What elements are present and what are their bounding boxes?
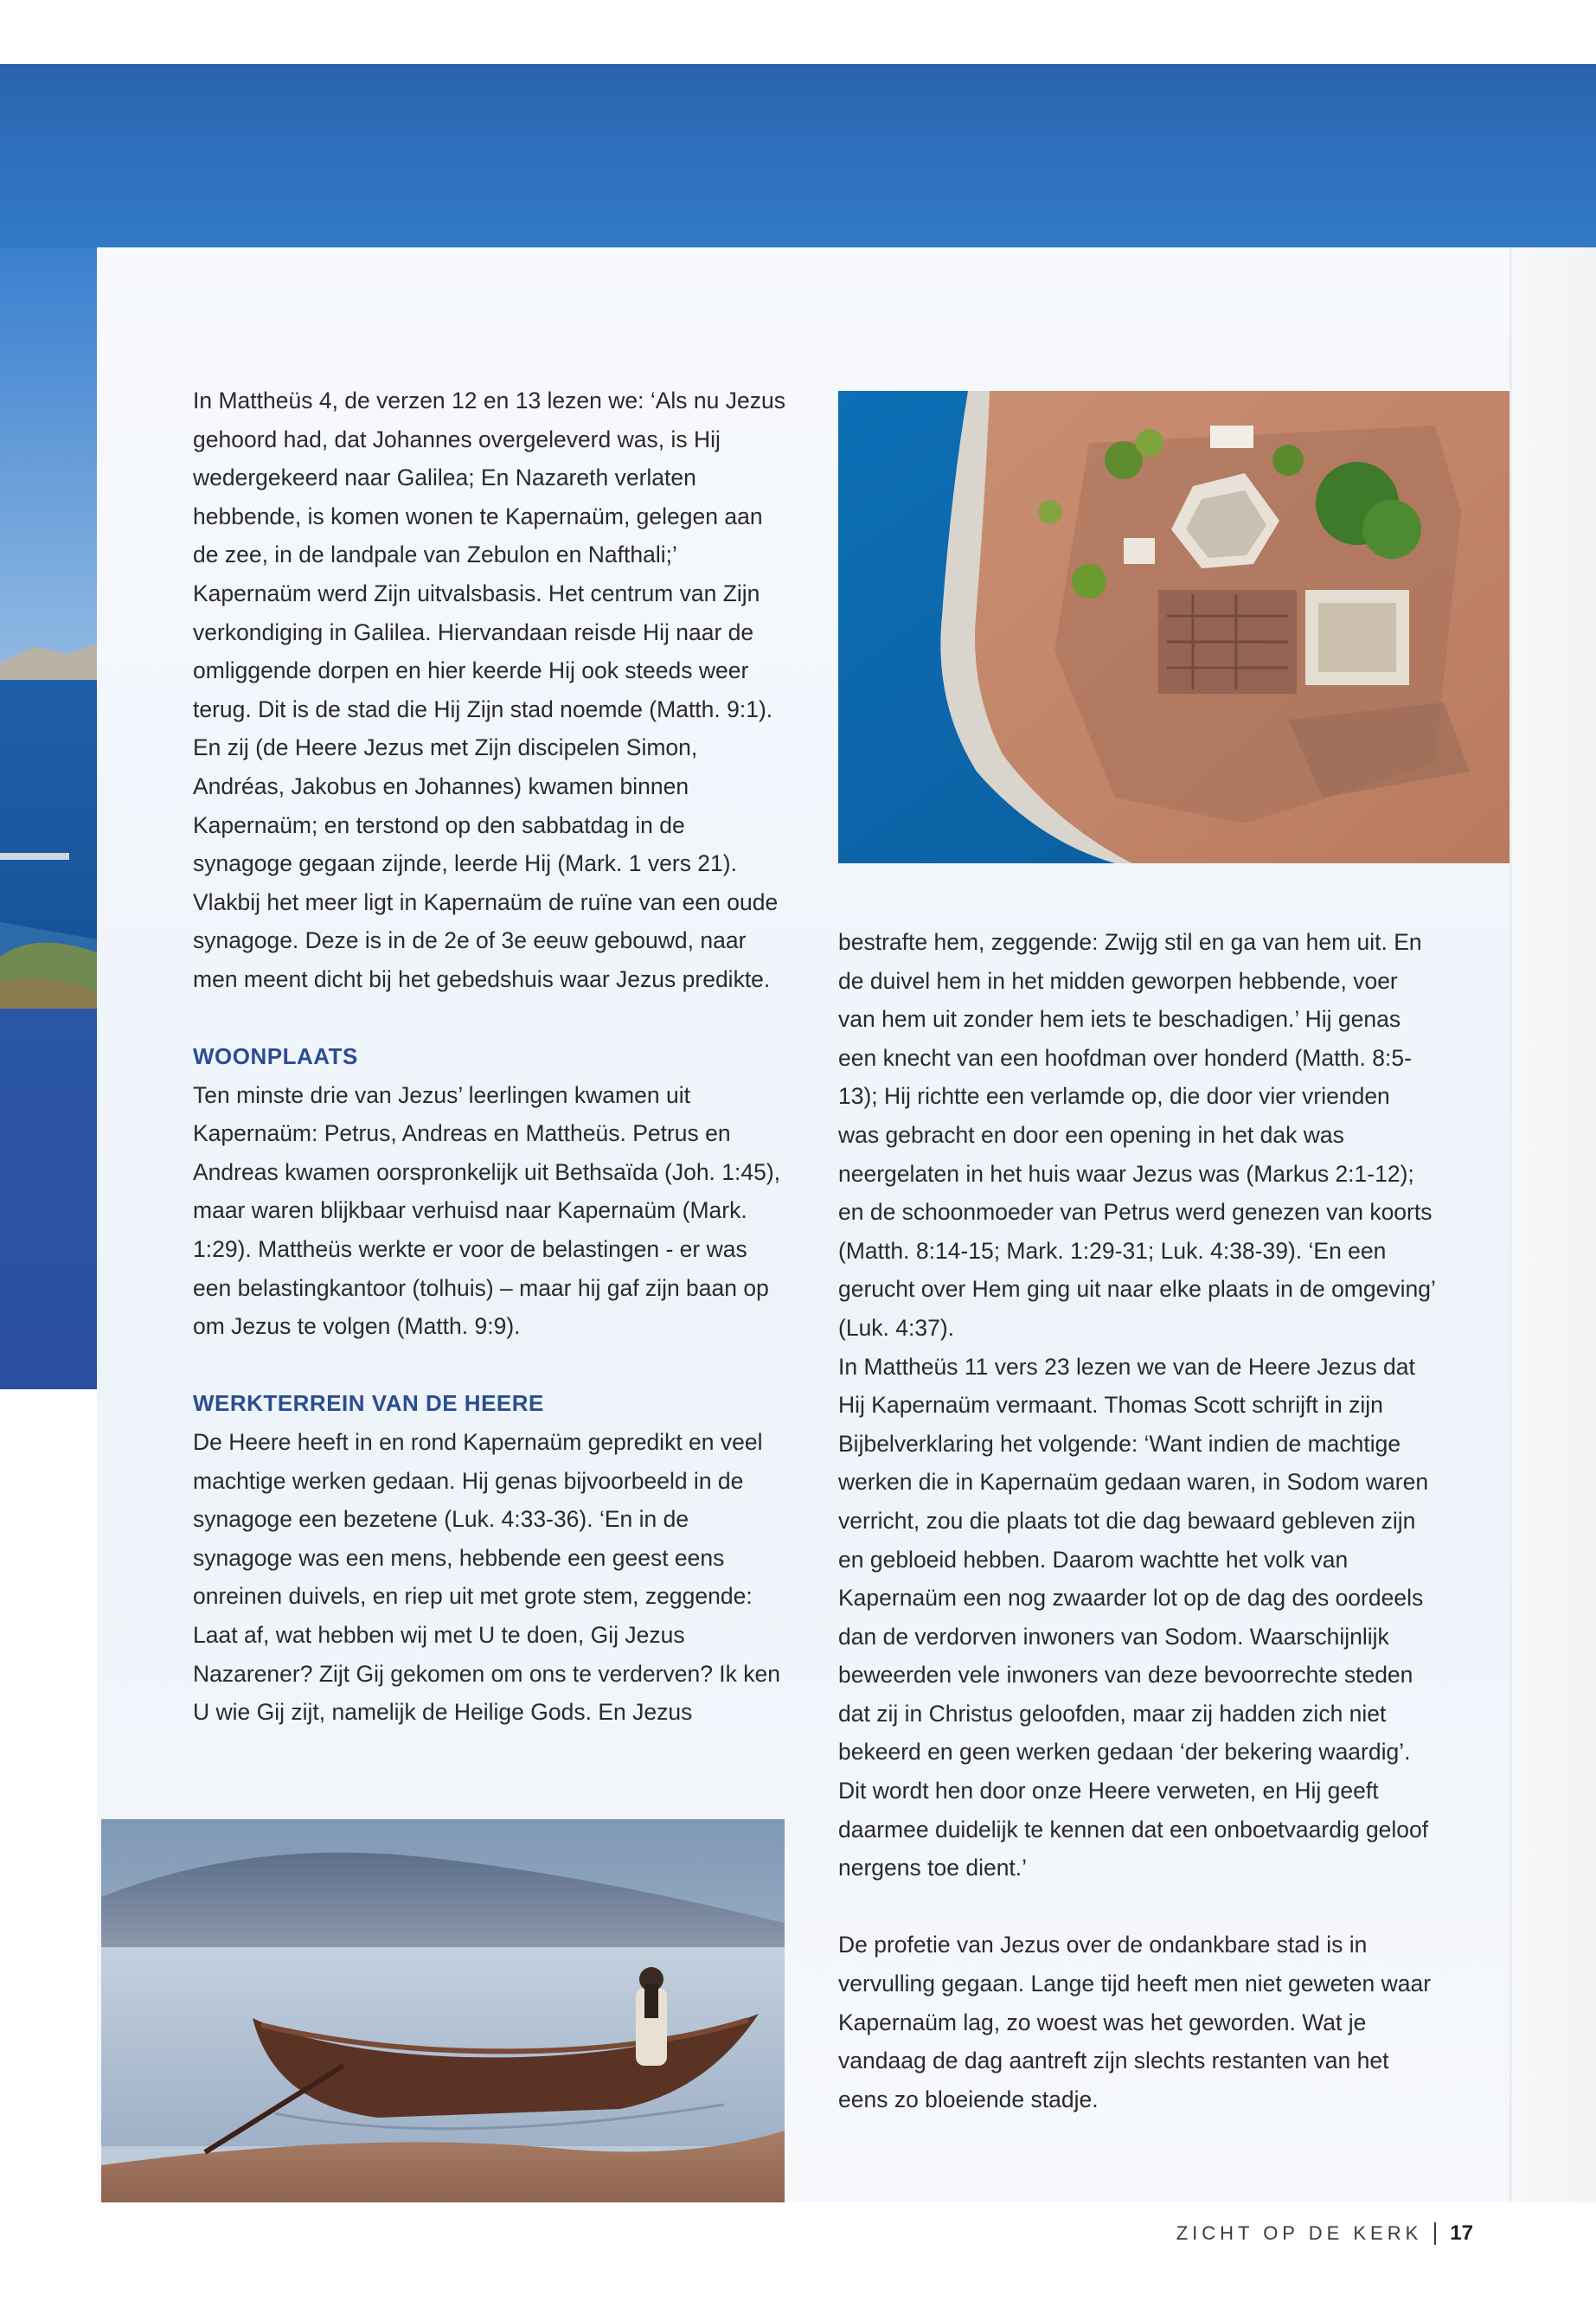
capernaum-aerial-photo [838,391,1509,863]
continuation-paragraph: bestrafte hem, zeggende: Zwijg stil en ga van hem uit. En de duivel hem in het midden geworpen hebbende, voer van hem uit zonder hem iets te beschadigen.’ Hij genas een knecht van een hoofdman over honderd (Matth. 8:5-13); Hij richtte een verlamde op, die door vier vrienden was gebracht en door een opening in het dak was neergelaten in het huis waar Jezus was (Markus 2:1-12); en de schoonmoeder van Petrus werd genezen van koorts (Matth. 8:14-15; Mark. 1:29-31; Luk. 4:38-39). ‘En een gerucht over Hem ging uit naar elke plaats in de omgeving’ (Luk. 4:37). [838,929,1435,1341]
header-blue-band [0,64,1596,247]
profetie-paragraph: De profetie van Jezus over de ondankbare stad is in vervulling gegaan. Lange tijd heeft men niet geweten waar Kapernaüm lag, zo woest was het geworden. Wat je vandaag de dag aantreft zijn slechts restanten van het eens zo bloeiende stadje. [838,1932,1432,2112]
heading-woonplaats: WOONPLAATS [193,1043,358,1070]
werkterrein-paragraph: De Heere heeft in en rond Kapernaüm gepredikt en veel machtige werken gedaan. Hij genas bijvoorbeeld in de synagoge een bezetene (Luk. 4:33-36). ‘En in de synagoge was een mens, hebbende een geest eens onreinen duivels, en riep uit met grote stem, zeggende: Laat af, wat hebben wij met U te doen, Gij Jezus Nazarener? Zijt Gij gekomen om ons te verderven? Ik ken U wie Gij zijt, namelijk de Heilige Gods. En Jezus [193,1429,781,1726]
right-column [838,923,1435,2118]
page-right-edge [1509,247,1596,2202]
page-footer [1176,2221,1473,2246]
left-column [193,381,790,1732]
left-lake-photo-strip [0,247,97,1389]
vermaning-paragraph: In Mattheüs 11 vers 23 lezen we van de Heere Jezus dat Hij Kapernaüm vermaant. Thomas Scott schrijft in zijn Bijbelverklaring het volgende: ‘Want indien de machtige werken die in Kapernaüm gedaan waren, in Sodom waren verricht, zou die plaats tot die dag bewaard gebleven zijn en gebloeid hebben. Daarom wachtte het volk van Kapernaüm een nog zwaarder lot op de dag des oordeels dan de verdorven inwoners van Sodom. Waarschijnlijk beweerden vele inwoners van deze bevoorrechte steden dat zij in Christus geloofden, maar zij hadden zich niet bekeerd en geen werken gedaan ‘der bekering waardig’. Dit wordt hen door onze Heere verweten, en Hij geeft daarmee duidelijk te kennen dat een onboetvaardig geloof nergens toe dient.’ [838,1353,1429,1881]
magazine-name: ZICHT OP DE KERK [1176,2222,1423,2244]
heading-werkterrein: WERKTERREIN VAN DE HEERE [193,1390,544,1417]
page-number: 17 [1450,2221,1473,2245]
boat-on-lake-photo [101,1819,785,2202]
page-edge-shadow [1509,247,1513,2202]
footer-divider [1434,2222,1436,2245]
lake-photo-illustration [0,247,97,1389]
intro-paragraph: In Mattheüs 4, de verzen 12 en 13 lezen we: ‘Als nu Jezus gehoord had, dat Johannes overgeleverd was, is Hij wedergekeerd naar Galilea; En Nazareth verlaten hebbende, is komen wonen te Kapernaüm, gelegen aan de zee, in de landpale van Zebulon en Nafthali;’ Kapernaüm werd Zijn uitvalsbasis. Het centrum van Zijn verkondiging in Galilea. Hiervandaan reisde Hij naar de omliggende dorpen en hier keerde Hij ook steeds weer terug. Dit is de stad die Hij Zijn stad noemde (Matth. 9:1). En zij (de Heere Jezus met Zijn discipelen Simon, Andréas, Jakobus en Johannes) kwamen binnen Kapernaüm; en terstond op den sabbatdag in de synagoge gegaan zijnde, leerde Hij (Mark. 1 vers 21). Vlakbij het meer ligt in Kapernaüm de ruïne van een oude synagoge. Deze is in de 2e of 3e eeuw gebouwd, naar men meent dicht bij het gebedshuis waar Jezus predikte. [193,388,785,992]
woonplaats-paragraph: Ten minste drie van Jezus’ leerlingen kwamen uit Kapernaüm: Petrus, Andreas en Mattheüs. Petrus en Andreas kwamen oorspronkelijk uit Bethsaïda (Joh. 1:45), maar waren blijkbaar verhuisd naar Kapernaüm (Mark. 1:29). Mattheüs werkte er voor de belastingen - er was een belastingkantoor (tolhuis) – maar hij gaf zijn baan op om Jezus te volgen (Matth. 9:9). [193,1081,781,1340]
